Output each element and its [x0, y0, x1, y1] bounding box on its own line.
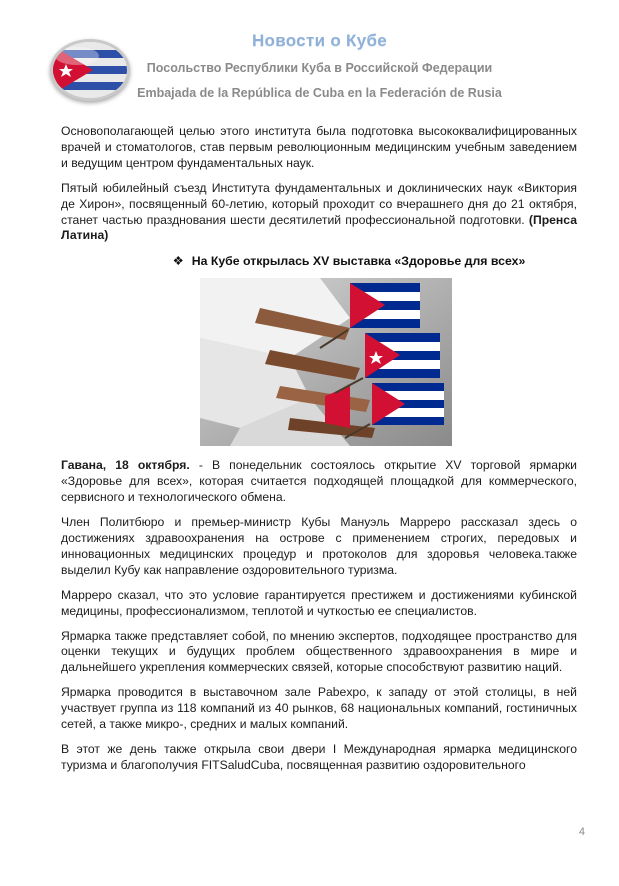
- article2-paragraph-1: [61, 458, 577, 506]
- publication-title: Новости о Кубе: [251, 31, 388, 50]
- article2-paragraph-6: В этот же день также открыла свои двери I Международная ярмарка медицинского туризма и благополучия FITSaludCuba, посвященная развитию оздоровительного: [61, 741, 577, 772]
- article2-paragraph-4: Ярмарка также представляет собой, по мнению экспертов, подходящее пространство для оценки текущих и будущих проблем общественного здравоохранения в мире и дальнейшего укрепления коммерческих связей, которые способствуют развитию наций.: [61, 628, 577, 675]
- article2-heading: [61, 254, 577, 268]
- article2-paragraph-3: Марреро сказал, что это условие гарантируется престижем и достижениями кубинской медицины, профессионализмом, теплотой и чуткостью ее специалистов.: [61, 587, 577, 618]
- article1-paragraph-2: [61, 181, 577, 245]
- article-body: [61, 124, 577, 783]
- article2-paragraph-1-text: - В понедельник состоялось открытие XV торговой ярмарки «Здоровье для всех», которая считается подходящей площадкой для коммерческого, сервисного и технологического обмена.: [61, 458, 577, 505]
- embassy-name-es: Embajada de la República de Cuba en la Federación de Rusia: [137, 86, 502, 100]
- article1-paragraph-2-text: Пятый юбилейный съезд Института фундаментальных и доклинических наук «Виктория де Хирон», посвященный 60-летию, который проходит со вчерашнего дня до 21 октября, станет частью празднования шести десятилетий профессиональной подготовки.: [61, 180, 577, 227]
- page-header: [0, 26, 619, 116]
- article2-heading-text: На Кубе открылась XV выставка «Здоровье для всех»: [191, 254, 526, 269]
- source-attribution: (Пренса Латина): [61, 212, 577, 243]
- dateline: Гавана, 18 октября.: [61, 458, 190, 473]
- article2-paragraph-2: Член Политбюро и премьер-министр Кубы Мануэль Марреро рассказал здесь о достижениях здравоохранения на острове с применением строгих, передовых и инновационных медицинских процедур и протоколов для здоровья человека.также выделил Кубу как направление оздоровительного туризма.: [61, 515, 577, 577]
- article2-paragraph-5: Ярмарка проводится в выставочном зале Pabexpo, к западу от этой столицы, в ней участвует группа из 118 компаний из 40 рынков, 68 национальных компаний, гостиничных сетей, а также микро-, средних и малых компаний.: [61, 685, 577, 732]
- hands-with-cuban-flags-photo: [200, 278, 452, 446]
- diamond-bullet-icon: ❖: [172, 254, 184, 269]
- page-number: 4: [578, 826, 585, 838]
- article1-paragraph-1: Основополагающей целью этого института была подготовка высококвалифицированных врачей и стоматологов, став первым революционным медицинским учебным заведением и ведущим центром фундаментальных наук.: [61, 124, 577, 170]
- embassy-name-ru: Посольство Республики Куба в Российской Федерации: [146, 61, 493, 75]
